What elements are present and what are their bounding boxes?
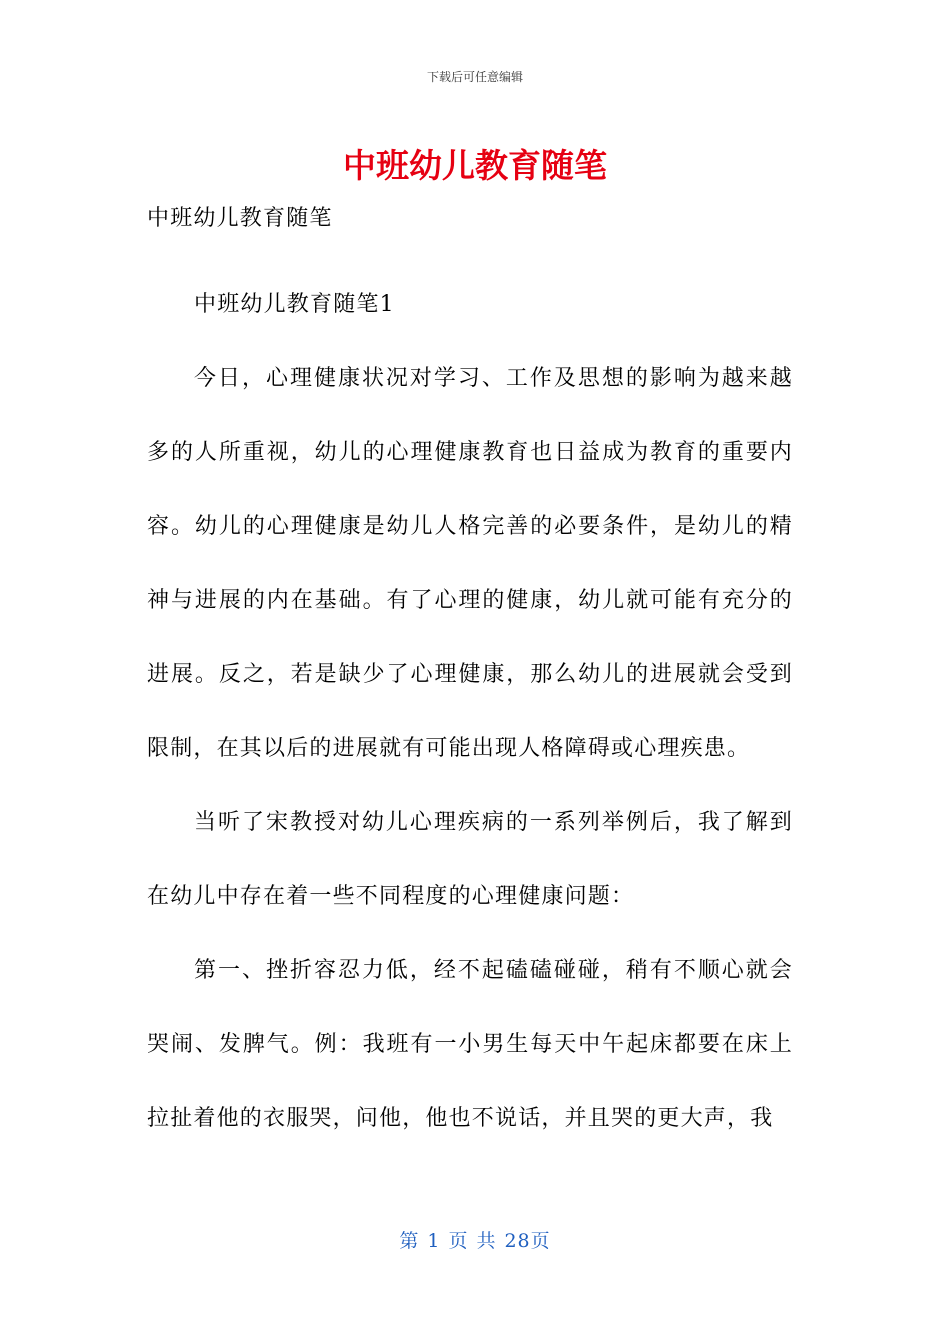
- footer-di: 第: [399, 1230, 420, 1252]
- page-footer: [0, 1226, 950, 1253]
- document-body: [147, 194, 793, 1156]
- document-title: 中班幼儿教育随笔: [343, 146, 607, 185]
- body-heading: 中班幼儿教育随笔: [147, 206, 333, 231]
- body-paragraph: 第一、挫折容忍力低，经不起磕磕碰碰，稍有不顺心就会哭闹、发脾气。例：我班有一小男生每天中午起床都要在床上拉扯着他的衣服哭，问他，他也不说话，并且哭的更大声，我: [147, 958, 793, 1131]
- footer-page-number: 1: [427, 1230, 441, 1252]
- body-paragraph: 今日，心理健康状况对学习、工作及思想的影响为越来越多的人所重视，幼儿的心理健康教育也日益成为教育的重要内容。幼儿的心理健康是幼儿人格完善的必要条件，是幼儿的精神与进展的内在基础。有了心理的健康，幼儿就可能有充分的进展。反之，若是缺少了心理健康，那么幼儿的进展就会受到限制，在其以后的进展就有可能出现人格障碍或心理疾患。: [147, 366, 793, 761]
- body-paragraph: 当听了宋教授对幼儿心理疾病的一系列举例后，我了解到在幼儿中存在着一些不同程度的心理健康问题：: [147, 810, 793, 909]
- section-heading: 中班幼儿教育随笔1: [194, 292, 395, 317]
- footer-gong: 共: [476, 1230, 497, 1252]
- header-note: 下载后可任意编辑: [426, 70, 523, 84]
- footer-ye: 页: [448, 1230, 469, 1252]
- footer-total-pages: 28页: [504, 1230, 551, 1252]
